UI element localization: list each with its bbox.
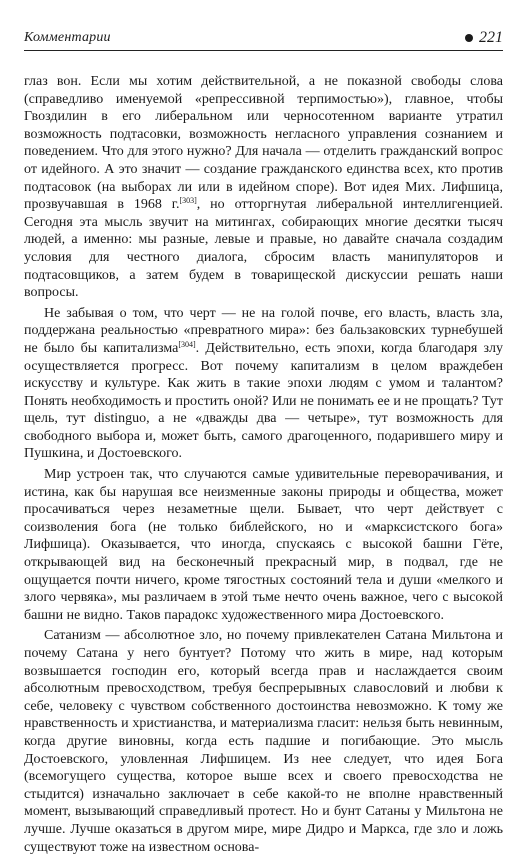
running-header <box>24 28 503 51</box>
page-number: 221 <box>479 29 503 46</box>
paragraph <box>24 466 503 624</box>
bullet-icon <box>465 34 473 42</box>
footnote-ref: [303] <box>179 196 197 206</box>
text-run: Не забывая о том, что черт — не на голой почве, его власть, власть зла, поддержана реальностью «превратного мира»: без бальзаковских турнебушей не было бы капитализма <box>24 305 503 356</box>
footnote-ref: [304] <box>178 339 196 349</box>
paragraph <box>24 73 503 302</box>
book-page <box>24 28 503 859</box>
section-title: Комментарии <box>24 30 111 45</box>
text-run: . Действительно, есть эпохи, когда благодаря злу осуществляется прогресс. Вот почему капитализм в целом враждебен искусству и культуре. Как жить в такие эпохи людям с умом и талантом? Понять необходимость и простить оной? Или не понимать ее и не прощать? Тут щель, тут distinguo, а не «дважды два — четыре», тут возможность для свободного выбора и, может быть, самого драгоценного, подарившего миру и Пушкина, и Достоевского. <box>24 340 503 462</box>
main-text <box>24 73 503 856</box>
text-run: глаз вон. Если мы хотим действительной, а не показной свободы слова (справедливо именуемой «репрессивной терпимостью»), главное, чтобы Гвоздилин в его либеральном или черносотенном варианте утратил возможность подтасовки, возможность негласного управления сознанием и поведением. Что для этого нужно? Для начала — отделить гражданский вопрос от идейного. А это значит — создание гражданского единства всех, кто против подтасовок (на выборах ли или в идейном споре). Вот идея Мих. Лифшица, прозвучавшая в 1968 г. <box>24 74 503 213</box>
page-number-block <box>465 29 503 47</box>
text-run: , но отторгнутая либеральной интеллигенцией. Сегодня эта мысль звучит на митингах, собирающих многие десятки тысяч людей, а именно: мы разные, левые и правые, но давайте сначала создадим условия для честного диалога, сбросим власть манипуляторов и подтасовщиков, а затем будем в товарищеской дискуссии решать наши вопросы. <box>24 197 503 301</box>
paragraph <box>24 627 503 856</box>
paragraph <box>24 305 503 463</box>
text-run: Мир устроен так, что случаются самые удивительные переворачивания, и истина, как бы нарушая все неизменные законы природы и общества, может просачиваться через незаметные щели. Бывает, что черт действует с соизволения бога (не только библейского, но и «марксистского бога» Лифшица). Оказывается, что иногда, спускаясь с высокой башни Гёте, открывающей вид на бесконечный прекрасный мир, в подвал, где не ощущается почти ничего, кроме тягостных состояний тела и души «мелкого и злого червяка», мы различаем в этой тьме нечто очень важное, чего с высокой башни не видно. Таков парадокс художественного мира Достоевского. <box>24 467 503 623</box>
text-run: Сатанизм — абсолютное зло, но почему привлекателен Сатана Мильтона и почему Сатана у него бунтует? Потому что жить в мире, над которым возвышается господин его, который всегда прав и наслаждается своим абсолютным превосходством, требуя беспрерывных славословий и любви к себе, человеку с чувством собственного достоинства невозможно. К тому же нравственность и христианства, и материализма гласит: нельзя быть невинным, когда другие виновны, когда есть падшие и погибающие. Это мысль Достоевского, уловленная Лифшицем. Из нее следует, что идея Бога (всемогущего существа, которое выше всех и своего превосходства не стыдится) изначально заключает в себе какой-то не вполне нравственный момент, вызывающий справедливый протест. Но и бунт Сатаны у Мильтона не лучше. Лучше оказаться в другом мире, мире Дидро и Маркса, где зло и ложь существуют тоже на известном основа- <box>24 628 503 855</box>
